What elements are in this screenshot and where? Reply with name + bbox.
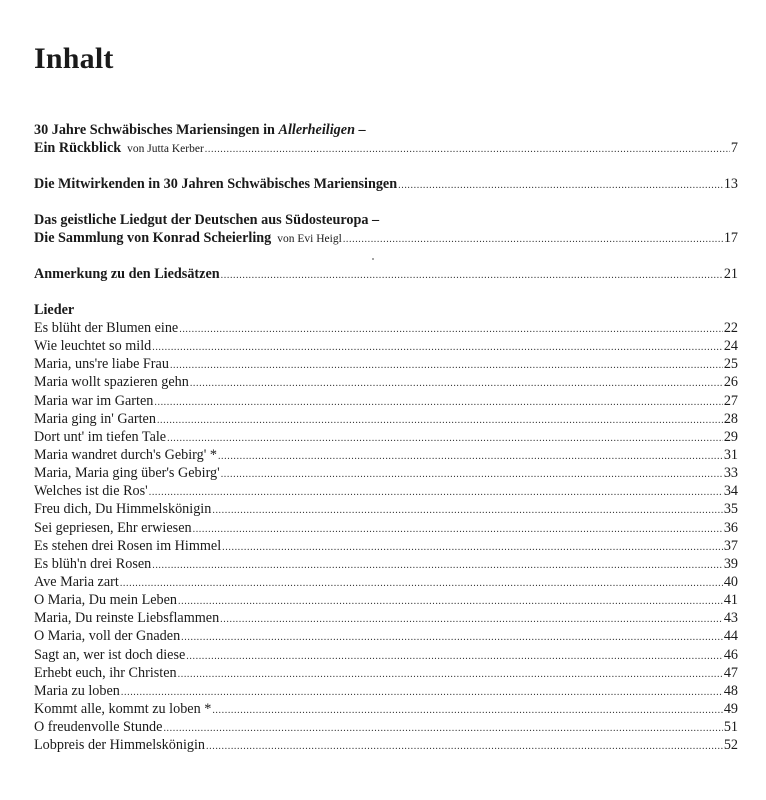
toc-entry[interactable] [34,229,738,247]
dot-leader [157,412,723,430]
entry-page: 13 [723,176,738,192]
dot-leader [163,720,722,738]
dot-leader [178,593,723,611]
entry-page: 26 [723,374,738,391]
dot-leader [167,430,723,448]
entry-title: Maria, uns're liabe Frau [34,356,169,373]
section-heading [34,121,738,139]
lieder-list [34,319,738,754]
entry-page: 29 [723,428,738,445]
lied-entry[interactable] [34,627,738,645]
entry-title: Die Mitwirkenden in 30 Jahren Schwäbisches Mariensingen [34,176,398,192]
lied-entry[interactable] [34,337,738,355]
dot-leader [190,375,723,393]
entry-page: 36 [723,519,738,536]
entry-page: 48 [723,682,738,699]
dot-leader [221,466,723,484]
lied-entry[interactable] [34,392,738,410]
lied-entry[interactable] [34,682,738,700]
speck-mark [372,258,374,260]
entry-page: 44 [723,628,738,645]
lied-entry[interactable] [34,482,738,500]
lied-entry[interactable] [34,519,738,537]
entry-title: Maria wandret durch's Gebirg' * [34,446,217,463]
dot-leader [178,666,723,684]
entry-page: 51 [723,719,738,736]
entry-page: 7 [730,140,738,156]
dot-leader [154,394,722,412]
entry-title: Maria, Du reinste Liebsflammen [34,610,220,627]
toc-entry[interactable] [34,175,738,193]
lied-entry[interactable] [34,373,738,391]
entry-title: O freudenvolle Stunde [34,719,163,736]
entry-title: Sagt an, wer ist doch diese [34,646,186,663]
dot-leader [186,648,723,666]
lied-entry[interactable] [34,555,738,573]
entry-title: Maria war im Garten [34,392,154,409]
lied-entry[interactable] [34,573,738,591]
entry-title: Anmerkung zu den Liedsätzen [34,266,220,282]
entry-page: 17 [723,230,738,246]
lied-entry[interactable] [34,500,738,518]
lieder-heading: Lieder [34,302,75,318]
heading-italic: Allerheiligen [278,122,355,138]
lied-entry[interactable] [34,355,738,373]
table-of-contents [34,121,738,754]
toc-section-rueckblick [34,121,738,157]
entry-author: von Evi Heigl [277,233,342,245]
entry-page: 27 [723,392,738,409]
heading-prefix: 30 Jahre Schwäbisches Mariensingen in [34,122,279,138]
dot-leader [212,502,722,520]
entry-title: O Maria, Du mein Leben [34,592,178,609]
section-heading: Das geistliche Liedgut der Deutschen aus Südosteuropa – [34,212,380,228]
toc-entry[interactable] [34,265,738,283]
entry-page: 22 [723,320,738,336]
entry-page: 41 [723,592,738,609]
dot-leader [222,539,723,557]
entry-title: Maria ging in' Garten [34,410,156,427]
entry-title: Es stehen drei Rosen im Himmel [34,537,222,554]
lied-entry[interactable] [34,537,738,555]
entry-page: 37 [723,537,738,554]
entry-page: 24 [723,338,738,355]
entry-title: Maria wollt spazieren gehn [34,374,189,391]
page-title: Inhalt [34,42,114,75]
toc-section-anmerkung [34,265,738,283]
entry-page: 31 [723,446,738,463]
entry-title: Ein Rückblick [34,140,122,156]
dot-leader [221,267,723,285]
toc-entry[interactable] [34,139,738,157]
lied-entry[interactable] [34,700,738,718]
dot-leader [179,321,723,339]
toc-section-liedgut [34,211,738,247]
entry-page: 47 [723,664,738,681]
entry-title: Maria, Maria ging über's Gebirg' [34,465,220,482]
entry-page: 49 [723,700,738,717]
entry-page: 39 [723,555,738,572]
dot-leader [205,141,730,159]
entry-author: von Jutta Kerber [127,143,204,155]
dot-leader [152,339,723,357]
entry-title: Die Sammlung von Konrad Scheierling [34,230,272,246]
dot-leader [220,611,723,629]
lied-entry[interactable] [34,464,738,482]
lied-entry[interactable] [34,736,738,754]
dot-leader [212,702,722,720]
lied-entry[interactable] [34,664,738,682]
dot-leader [218,448,723,466]
lied-entry[interactable] [34,319,738,337]
entry-page: 35 [723,501,738,518]
entry-title: Es blüht der Blumen eine [34,320,179,336]
entry-title: Freu dich, Du Himmelskönigin [34,501,212,518]
dot-leader [152,557,723,575]
dot-leader [193,521,723,539]
entry-page: 46 [723,646,738,663]
lied-entry[interactable] [34,410,738,428]
lied-entry[interactable] [34,428,738,446]
entry-page: 52 [723,737,738,754]
lied-entry[interactable] [34,646,738,664]
entry-page: 21 [723,266,738,282]
entry-page: 25 [723,356,738,373]
entry-page: 40 [723,573,738,590]
entry-title: Lobpreis der Himmelskönigin [34,737,206,754]
entry-title: Maria zu loben [34,682,120,699]
entry-title: Ave Maria zart [34,573,119,590]
entry-title: O Maria, voll der Gnaden [34,628,181,645]
entry-page: 33 [723,465,738,482]
entry-title: Es blüh'n drei Rosen [34,555,152,572]
dot-leader [120,575,723,593]
lied-entry[interactable] [34,718,738,736]
heading-suffix: – [354,122,366,138]
entry-title: Erhebt euch, ihr Christen [34,664,177,681]
entry-title: Wie leuchtet so mild [34,338,152,355]
dot-leader [170,357,723,375]
dot-leader [181,629,723,647]
entry-page: 43 [723,610,738,627]
dot-leader [343,231,723,249]
dot-leader [206,738,723,756]
entry-page: 34 [723,483,738,500]
entry-title: Dort unt' im tiefen Tale [34,428,167,445]
toc-section-mitwirkende [34,175,738,193]
dot-leader [149,484,723,502]
lied-entry[interactable] [34,609,738,627]
dot-leader [398,177,723,195]
entry-title: Sei gepriesen, Ehr erwiesen [34,519,192,536]
entry-page: 28 [723,410,738,427]
entry-title: Kommt alle, kommt zu loben * [34,700,212,717]
lied-entry[interactable] [34,591,738,609]
entry-title: Welches ist die Ros' [34,483,148,500]
lied-entry[interactable] [34,446,738,464]
